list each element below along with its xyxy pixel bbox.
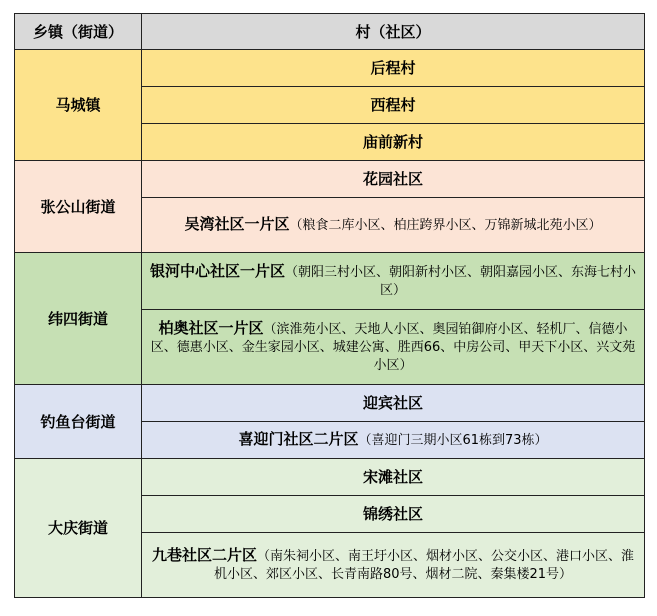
table-header-row (15, 14, 645, 50)
village-cell: 庙前新村 (142, 124, 645, 161)
village-note: （南朱祠小区、南王圩小区、烟材小区、公交小区、港口小区、淮机小区、郊区小区、长青南路80号、烟材二院、秦集楼21号） (213, 549, 635, 582)
village-note: （朝阳三村小区、朝阳新村小区、朝阳嘉园小区、东海七村小区） (285, 265, 637, 298)
village-cell (142, 310, 645, 385)
village-note: （粮食二库小区、柏庄跨界小区、万锦新城北苑小区） (289, 218, 602, 233)
village-cell (142, 422, 645, 459)
village-cell: 花园社区 (142, 161, 645, 198)
village-cell (142, 253, 645, 310)
town-cell: 马城镇 (15, 50, 142, 161)
town-cell: 大庆街道 (15, 459, 142, 598)
table-row (15, 50, 645, 87)
town-cell: 纬四街道 (15, 253, 142, 385)
header-village: 村（社区） (142, 14, 645, 50)
table-row (15, 161, 645, 198)
header-town: 乡镇（街道） (15, 14, 142, 50)
village-cell (142, 198, 645, 253)
village-cell (142, 533, 645, 598)
village-cell: 迎宾社区 (142, 385, 645, 422)
village-name: 柏奥社区一片区 (158, 319, 264, 337)
village-cell: 后程村 (142, 50, 645, 87)
village-cell: 西程村 (142, 87, 645, 124)
table-row (15, 459, 645, 496)
village-cell: 宋滩社区 (142, 459, 645, 496)
table-row (15, 385, 645, 422)
community-table (14, 13, 645, 598)
village-cell: 锦绣社区 (142, 496, 645, 533)
village-name: 银河中心社区一片区 (149, 262, 285, 280)
village-note: （喜迎门三期小区61栋到73栋） (358, 433, 548, 448)
town-cell: 钓鱼台街道 (15, 385, 142, 459)
town-cell: 张公山街道 (15, 161, 142, 253)
village-name: 吴湾社区一片区 (184, 215, 290, 233)
table-row (15, 253, 645, 310)
village-name: 喜迎门社区二片区 (238, 430, 359, 448)
village-note: （滨淮苑小区、天地人小区、奥园铂御府小区、轻机厂、信德小区、德惠小区、金生家园小区、城建公寓、胜西66、中房公司、甲天下小区、兴文苑小区） (150, 322, 636, 373)
village-name: 九巷社区二片区 (151, 546, 257, 564)
